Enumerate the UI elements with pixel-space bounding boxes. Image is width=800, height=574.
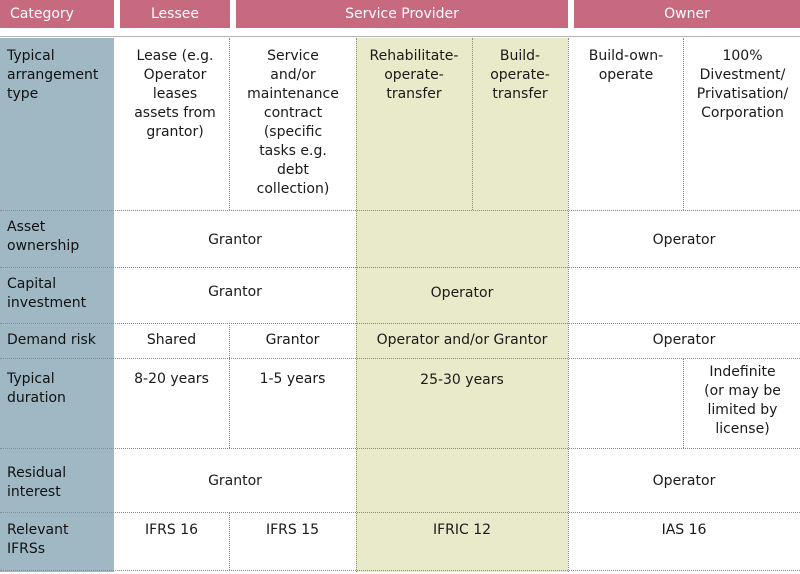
category-label-capital-investment: Capital investment: [7, 276, 87, 311]
column-separator: [568, 38, 569, 572]
category-label-residual-interest: Residual interest: [7, 465, 67, 500]
row-separator: [0, 323, 800, 324]
cell-duration-divestment: Indefinite (or may be limited by license): [704, 364, 781, 437]
category-label-relevant-ifrss: Relevant IFRSs: [7, 522, 69, 557]
header-owner: Owner: [574, 0, 800, 28]
category-label-asset-ownership: Asset ownership: [7, 219, 80, 254]
table-top-rule: [0, 36, 800, 37]
column-separator: [683, 38, 684, 210]
header-category: Category: [0, 0, 114, 28]
cell-demand-lease: Shared: [146, 332, 197, 348]
cell-service-contract: Service and/or maintenance contract (specific tasks e.g. debt collection): [247, 48, 339, 197]
category-label-typical-duration: Typical duration: [7, 371, 66, 406]
cell-build-own-operate: Build-own- operate: [588, 48, 664, 83]
cell-residual-lessee: Grantor: [208, 473, 262, 489]
column-separator: [472, 38, 473, 210]
category-label-demand-risk: Demand risk: [7, 332, 96, 348]
cell-ifrs-owner: IAS 16: [661, 522, 707, 538]
header-lessee: Lessee: [120, 0, 230, 28]
cell-duration-service-provider: 25-30 years: [420, 372, 504, 388]
cell-ifrs-service: IFRS 15: [265, 522, 320, 538]
cell-ownership-lessee: Grantor: [208, 232, 262, 248]
column-separator: [683, 358, 684, 448]
row-separator: [0, 512, 800, 513]
cell-ownership-owner: Operator: [652, 232, 716, 248]
row-separator: [0, 570, 800, 571]
cell-residual-owner: Operator: [652, 473, 716, 489]
cell-duration-lease: 8-20 years: [134, 371, 209, 387]
row-separator: [0, 210, 800, 211]
row-separator: [0, 358, 800, 359]
cell-capital-service-provider: Operator: [430, 285, 494, 301]
cell-capital-lessee: Grantor: [208, 284, 262, 300]
cell-ifrs-lease: IFRS 16: [144, 522, 199, 538]
service-provider-highlight-band: [356, 38, 568, 572]
header-service-provider: Service Provider: [236, 0, 568, 28]
column-separator: [356, 38, 357, 572]
cell-divestment: 100% Divestment/ Privatisation/ Corporation: [696, 48, 789, 121]
category-label-arrangement: Typical arrangement type: [7, 48, 99, 102]
cell-lease-arrangement: Lease (e.g. Operator leases assets from grantor): [134, 48, 216, 140]
cell-demand-service-provider: Operator and/or Grantor: [376, 332, 548, 348]
cell-ifrs-service-provider: IFRIC 12: [432, 522, 492, 538]
cell-rehabilitate-operate-transfer: Rehabilitate- operate- transfer: [369, 48, 459, 102]
row-separator: [0, 448, 800, 449]
cell-duration-service: 1-5 years: [259, 371, 326, 387]
cell-demand-service: Grantor: [265, 332, 320, 348]
cell-build-operate-transfer: Build- operate- transfer: [490, 48, 550, 102]
row-separator: [0, 267, 800, 268]
cell-demand-owner: Operator: [652, 332, 716, 348]
